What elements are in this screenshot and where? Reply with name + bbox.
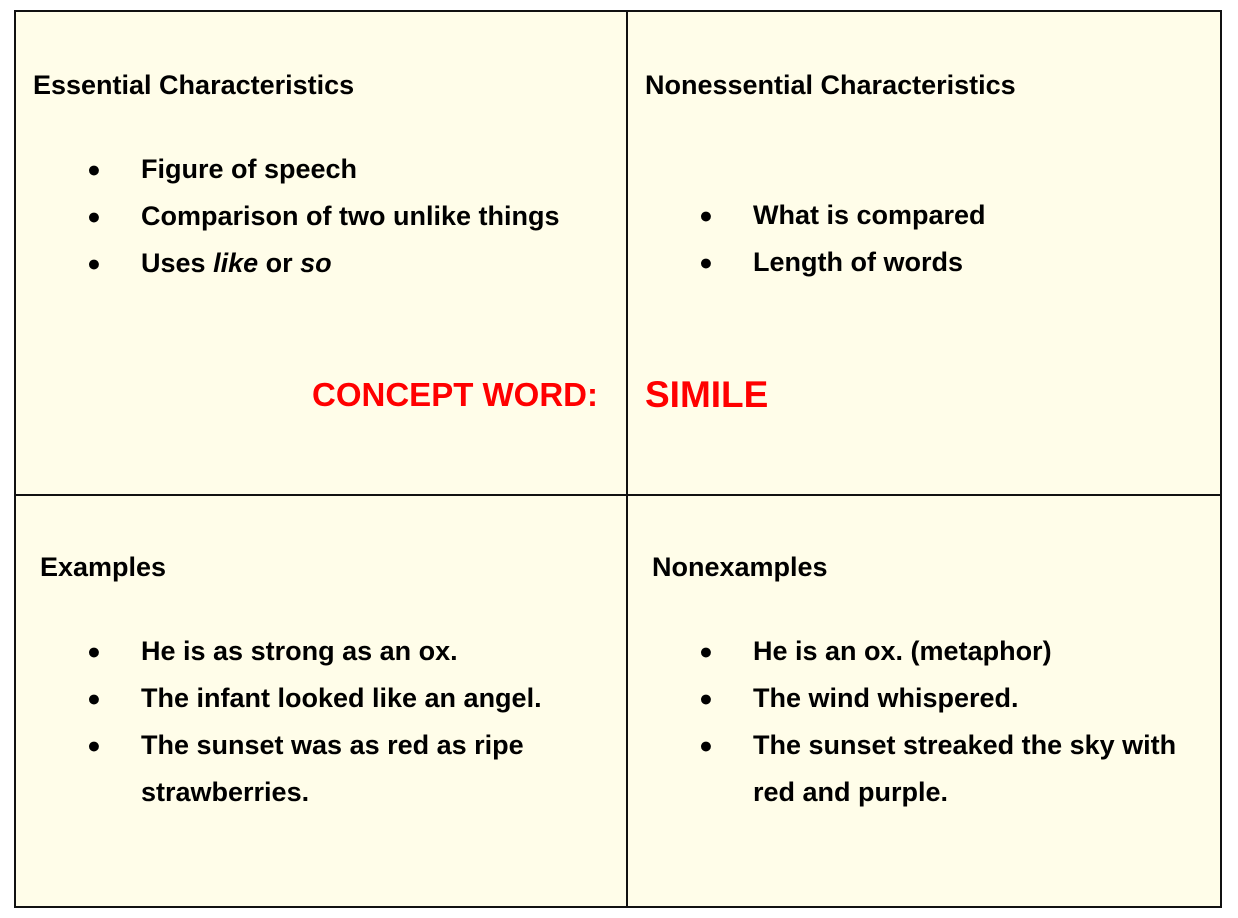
nonessential-heading: Nonessential Characteristics: [645, 70, 1016, 100]
bullet-icon: ●: [699, 638, 713, 664]
list-item-text: Comparison of two unlike things: [141, 201, 560, 231]
bullet-icon: ●: [87, 638, 101, 664]
list-item: [699, 675, 1203, 722]
list-item: [699, 722, 1203, 816]
list-item: [87, 193, 560, 240]
examples-heading: Examples: [40, 552, 167, 582]
frayer-model: [14, 10, 1222, 908]
bullet-icon: ●: [699, 249, 713, 275]
bullet-icon: ●: [87, 685, 101, 711]
examples-list: [87, 628, 581, 816]
bullet-icon: ●: [699, 685, 713, 711]
list-item-text: The infant looked like an angel.: [141, 683, 542, 713]
list-item-text: What is compared: [753, 200, 986, 230]
list-item: [87, 722, 581, 816]
essential-heading: Essential Characteristics: [33, 70, 355, 100]
bullet-icon: ●: [87, 250, 101, 276]
list-item: [87, 675, 581, 722]
vertical-divider: [626, 12, 628, 906]
list-item: [699, 239, 986, 286]
list-item-text: He is as strong as an ox.: [141, 636, 458, 666]
nonexamples-heading: Nonexamples: [652, 552, 828, 582]
list-item: [87, 146, 560, 193]
list-item-text: Figure of speech: [141, 154, 358, 184]
bullet-icon: ●: [87, 156, 101, 182]
list-item-text: The sunset streaked the sky with red and purple.: [753, 730, 1177, 807]
list-item: [699, 628, 1203, 675]
nonexamples-list: [699, 628, 1203, 816]
list-item-text: He is an ox. (metaphor): [753, 636, 1052, 666]
list-item-text: The wind whispered.: [753, 683, 1019, 713]
list-item-text: Uses like or so: [141, 248, 332, 278]
list-item: [87, 628, 581, 675]
concept-word-label: CONCEPT WORD:: [312, 376, 598, 413]
nonessential-list: [699, 192, 986, 286]
concept-word: SIMILE: [645, 374, 769, 415]
horizontal-divider: [16, 494, 1220, 496]
bullet-icon: ●: [699, 202, 713, 228]
list-item: [87, 240, 560, 287]
list-item-text: Length of words: [753, 247, 963, 277]
bullet-icon: ●: [87, 732, 101, 758]
list-item: [699, 192, 986, 239]
bullet-icon: ●: [87, 203, 101, 229]
essential-list: [87, 146, 560, 287]
bullet-icon: ●: [699, 732, 713, 758]
list-item-text: The sunset was as red as ripe strawberries.: [141, 730, 524, 807]
